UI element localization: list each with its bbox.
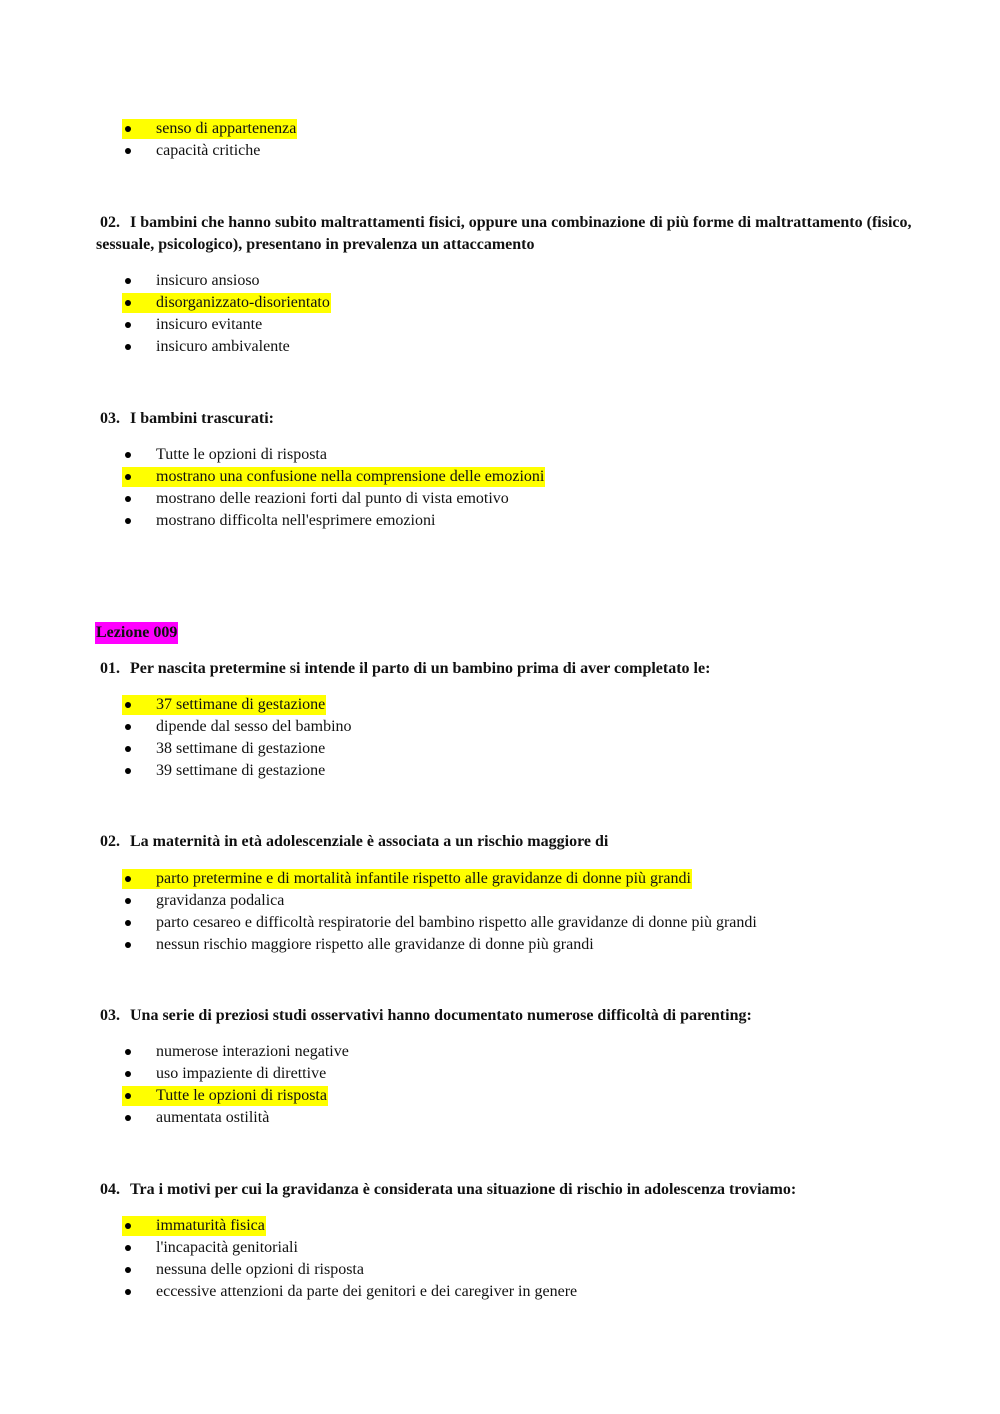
question-text: La maternità in età adolescenziale è associata a un rischio maggiore di bbox=[130, 833, 609, 850]
question bbox=[96, 658, 916, 680]
bullet-icon bbox=[125, 496, 131, 502]
option-item bbox=[122, 890, 757, 912]
bullet-icon bbox=[125, 148, 131, 154]
option-text: disorganizzato-disorientato bbox=[156, 294, 330, 311]
option-text: immaturità fisica bbox=[156, 1217, 265, 1234]
question bbox=[96, 408, 916, 430]
bullet-icon bbox=[125, 278, 131, 284]
option-item bbox=[122, 270, 330, 292]
question bbox=[96, 212, 916, 256]
bullet-icon bbox=[125, 300, 131, 306]
option-list bbox=[122, 444, 544, 532]
bullet-icon bbox=[125, 746, 131, 752]
question-text: I bambini trascurati: bbox=[130, 410, 274, 427]
option-text: Tutte le opzioni di risposta bbox=[156, 1087, 327, 1104]
option-item-correct bbox=[122, 694, 352, 716]
option-item bbox=[122, 488, 544, 510]
option-list bbox=[122, 118, 296, 162]
bullet-icon bbox=[125, 724, 131, 730]
bullet-icon bbox=[125, 1115, 131, 1121]
bullet-icon bbox=[125, 452, 131, 458]
option-item-correct bbox=[122, 868, 757, 890]
question-number: 03. bbox=[100, 410, 120, 427]
question-number: 01. bbox=[100, 660, 120, 677]
question bbox=[96, 1005, 916, 1027]
option-item bbox=[122, 336, 330, 358]
bullet-icon bbox=[125, 518, 131, 524]
bullet-icon bbox=[125, 876, 131, 882]
question bbox=[96, 1179, 916, 1201]
option-item-correct bbox=[122, 1215, 577, 1237]
bullet-icon bbox=[125, 1267, 131, 1273]
bullet-icon bbox=[125, 942, 131, 948]
option-item bbox=[122, 1041, 349, 1063]
option-list bbox=[122, 694, 352, 782]
question-text: I bambini che hanno subito maltrattamenti fisici, oppure una combinazione di più forme di maltrattamento (fisico, sessuale, psicologico), presentano in prevalenza un attaccamento bbox=[96, 214, 912, 253]
bullet-icon bbox=[125, 920, 131, 926]
option-item bbox=[122, 760, 352, 782]
bullet-icon bbox=[125, 1093, 131, 1099]
option-list bbox=[122, 868, 757, 956]
option-text: uso impaziente di direttive bbox=[156, 1065, 327, 1082]
bullet-icon bbox=[125, 1049, 131, 1055]
option-item bbox=[122, 1237, 577, 1259]
option-text: numerose interazioni negative bbox=[156, 1043, 349, 1060]
option-item bbox=[122, 1281, 577, 1303]
option-text: senso di appartenenza bbox=[156, 120, 297, 137]
lesson-heading: Lezione 009 bbox=[95, 622, 178, 644]
option-text: l'incapacità genitoriali bbox=[156, 1239, 298, 1256]
bullet-icon bbox=[125, 1071, 131, 1077]
question-number: 03. bbox=[100, 1007, 120, 1024]
option-item bbox=[122, 444, 544, 466]
question bbox=[96, 831, 916, 853]
option-item bbox=[122, 140, 296, 162]
option-text: 38 settimane di gestazione bbox=[156, 740, 326, 757]
bullet-icon bbox=[125, 322, 131, 328]
bullet-icon bbox=[125, 1223, 131, 1229]
option-item-correct bbox=[122, 118, 296, 140]
option-text: 37 settimane di gestazione bbox=[156, 696, 326, 713]
option-text: parto cesareo e difficoltà respiratorie del bambino rispetto alle gravidanze di donne più grandi bbox=[156, 914, 757, 931]
option-text: insicuro ansioso bbox=[156, 272, 260, 289]
option-text: parto pretermine e di mortalità infantile rispetto alle gravidanze di donne più grandi bbox=[156, 870, 691, 887]
bullet-icon bbox=[125, 474, 131, 480]
option-text: dipende dal sesso del bambino bbox=[156, 718, 352, 735]
option-item bbox=[122, 912, 757, 934]
question-text: Tra i motivi per cui la gravidanza è considerata una situazione di rischio in adolescenza troviamo: bbox=[130, 1181, 797, 1198]
option-item bbox=[122, 510, 544, 532]
option-text: mostrano difficolta nell'esprimere emozioni bbox=[156, 512, 436, 529]
bullet-icon bbox=[125, 768, 131, 774]
question-number: 02. bbox=[100, 214, 120, 231]
question-number: 04. bbox=[100, 1181, 120, 1198]
option-item bbox=[122, 1259, 577, 1281]
option-text: mostrano delle reazioni forti dal punto di vista emotivo bbox=[156, 490, 509, 507]
option-text: aumentata ostilità bbox=[156, 1109, 270, 1126]
option-item-correct bbox=[122, 292, 330, 314]
option-item bbox=[122, 1063, 349, 1085]
option-text: 39 settimane di gestazione bbox=[156, 762, 326, 779]
question-number: 02. bbox=[100, 833, 120, 850]
option-list bbox=[122, 1041, 349, 1129]
option-text: insicuro evitante bbox=[156, 316, 263, 333]
bullet-icon bbox=[125, 1245, 131, 1251]
question-text: Per nascita pretermine si intende il parto di un bambino prima di aver completato le: bbox=[130, 660, 711, 677]
option-item bbox=[122, 1107, 349, 1129]
option-text: nessun rischio maggiore rispetto alle gravidanze di donne più grandi bbox=[156, 936, 594, 953]
option-item bbox=[122, 934, 757, 956]
option-item-correct bbox=[122, 466, 544, 488]
question-text: Una serie di preziosi studi osservativi hanno documentato numerose difficoltà di parenting: bbox=[130, 1007, 752, 1024]
option-text: eccessive attenzioni da parte dei genitori e dei caregiver in genere bbox=[156, 1283, 578, 1300]
bullet-icon bbox=[125, 344, 131, 350]
option-text: nessuna delle opzioni di risposta bbox=[156, 1261, 364, 1278]
option-list bbox=[122, 1215, 577, 1303]
option-item bbox=[122, 314, 330, 336]
bullet-icon bbox=[125, 1289, 131, 1295]
option-item-correct bbox=[122, 1085, 349, 1107]
option-text: Tutte le opzioni di risposta bbox=[156, 446, 327, 463]
option-text: mostrano una confusione nella comprensione delle emozioni bbox=[156, 468, 545, 485]
bullet-icon bbox=[125, 898, 131, 904]
option-text: gravidanza podalica bbox=[156, 892, 285, 909]
option-list bbox=[122, 270, 330, 358]
option-text: capacità critiche bbox=[156, 142, 261, 159]
option-text: insicuro ambivalente bbox=[156, 338, 290, 355]
bullet-icon bbox=[125, 126, 131, 132]
bullet-icon bbox=[125, 702, 131, 708]
option-item bbox=[122, 738, 352, 760]
option-item bbox=[122, 716, 352, 738]
